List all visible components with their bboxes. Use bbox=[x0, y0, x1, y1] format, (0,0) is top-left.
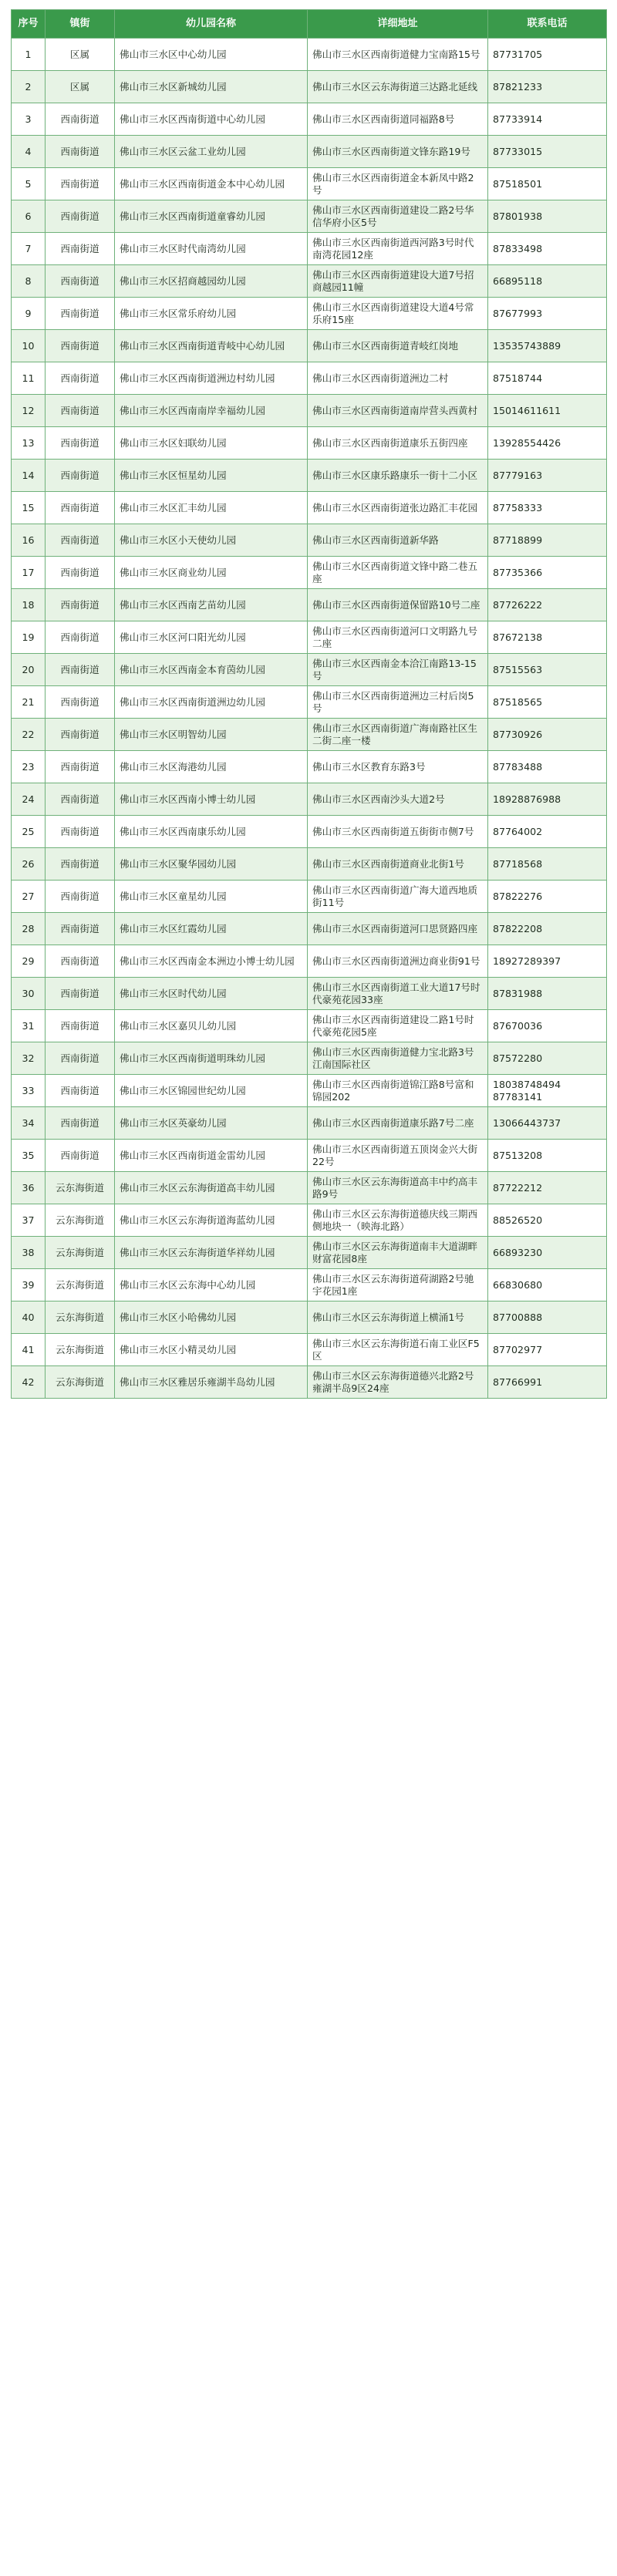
row-town: 西南街道 bbox=[46, 719, 115, 751]
row-address: 佛山市三水区西南街道广海南路社区生二街二座一楼 bbox=[308, 719, 488, 751]
row-town: 云东海街道 bbox=[46, 1204, 115, 1237]
table-row bbox=[12, 1140, 607, 1172]
row-phone: 13066443737 bbox=[488, 1107, 607, 1140]
row-kindergarten-name: 佛山市三水区汇丰幼儿园 bbox=[115, 492, 308, 524]
row-index: 19 bbox=[12, 621, 46, 654]
row-town: 西南街道 bbox=[46, 621, 115, 654]
row-town: 西南街道 bbox=[46, 330, 115, 362]
table-row bbox=[12, 816, 607, 848]
row-index: 36 bbox=[12, 1172, 46, 1204]
row-town: 西南街道 bbox=[46, 589, 115, 621]
row-kindergarten-name: 佛山市三水区河口阳光幼儿园 bbox=[115, 621, 308, 654]
row-phone: 87572280 bbox=[488, 1042, 607, 1075]
row-kindergarten-name: 佛山市三水区西南街道金雷幼儿园 bbox=[115, 1140, 308, 1172]
row-address: 佛山市三水区西南街道五顶岗金兴大街22号 bbox=[308, 1140, 488, 1172]
row-phone: 87718568 bbox=[488, 848, 607, 881]
row-index: 9 bbox=[12, 298, 46, 330]
table-row bbox=[12, 265, 607, 298]
row-index: 34 bbox=[12, 1107, 46, 1140]
table-row bbox=[12, 1107, 607, 1140]
row-town: 西南街道 bbox=[46, 783, 115, 816]
row-kindergarten-name: 佛山市三水区妇联幼儿园 bbox=[115, 427, 308, 460]
row-kindergarten-name: 佛山市三水区聚华园幼儿园 bbox=[115, 848, 308, 881]
row-phone: 87801938 bbox=[488, 200, 607, 233]
row-phone: 87822276 bbox=[488, 881, 607, 913]
row-index: 40 bbox=[12, 1301, 46, 1334]
row-index: 6 bbox=[12, 200, 46, 233]
table-row bbox=[12, 460, 607, 492]
row-address: 佛山市三水区西南街道西河路3号时代南湾花园12座 bbox=[308, 233, 488, 265]
row-index: 18 bbox=[12, 589, 46, 621]
row-index: 5 bbox=[12, 168, 46, 200]
row-address: 佛山市三水区西南街道河口思贤路四座 bbox=[308, 913, 488, 945]
row-address: 佛山市三水区教育东路3号 bbox=[308, 751, 488, 783]
table-row bbox=[12, 103, 607, 136]
row-kindergarten-name: 佛山市三水区西南街道洲边幼儿园 bbox=[115, 686, 308, 719]
row-index: 28 bbox=[12, 913, 46, 945]
row-kindergarten-name: 佛山市三水区明智幼儿园 bbox=[115, 719, 308, 751]
row-town: 云东海街道 bbox=[46, 1334, 115, 1366]
row-town: 西南街道 bbox=[46, 200, 115, 233]
row-address: 佛山市三水区西南街道工业大道17号时代豪苑花园33座 bbox=[308, 978, 488, 1010]
table-body bbox=[12, 39, 607, 1399]
header-phone: 联系电话 bbox=[488, 10, 607, 39]
row-address: 佛山市三水区西南街道建设二路1号时代豪苑花园5座 bbox=[308, 1010, 488, 1042]
row-kindergarten-name: 佛山市三水区童星幼儿园 bbox=[115, 881, 308, 913]
row-town: 西南街道 bbox=[46, 881, 115, 913]
row-town: 云东海街道 bbox=[46, 1301, 115, 1334]
row-index: 26 bbox=[12, 848, 46, 881]
row-address: 佛山市三水区西南街道广海大道西地质街11号 bbox=[308, 881, 488, 913]
row-index: 16 bbox=[12, 524, 46, 557]
table-row bbox=[12, 848, 607, 881]
row-address: 佛山市三水区云东海街道德兴北路2号雍湖半岛9区24座 bbox=[308, 1366, 488, 1399]
row-phone: 66895118 bbox=[488, 265, 607, 298]
row-phone: 66893230 bbox=[488, 1237, 607, 1269]
row-town: 西南街道 bbox=[46, 1010, 115, 1042]
row-kindergarten-name: 佛山市三水区西南街道青岐中心幼儿园 bbox=[115, 330, 308, 362]
row-address: 佛山市三水区西南街道康乐路7号二座 bbox=[308, 1107, 488, 1140]
row-index: 2 bbox=[12, 71, 46, 103]
table-row bbox=[12, 1366, 607, 1399]
row-town: 西南街道 bbox=[46, 978, 115, 1010]
row-town: 区属 bbox=[46, 71, 115, 103]
table-row bbox=[12, 330, 607, 362]
row-town: 西南街道 bbox=[46, 265, 115, 298]
row-kindergarten-name: 佛山市三水区云东海中心幼儿园 bbox=[115, 1269, 308, 1301]
row-index: 11 bbox=[12, 362, 46, 395]
row-phone: 87833498 bbox=[488, 233, 607, 265]
row-town: 西南街道 bbox=[46, 362, 115, 395]
row-kindergarten-name: 佛山市三水区恒星幼儿园 bbox=[115, 460, 308, 492]
row-kindergarten-name: 佛山市三水区时代南湾幼儿园 bbox=[115, 233, 308, 265]
row-index: 25 bbox=[12, 816, 46, 848]
row-phone: 87779163 bbox=[488, 460, 607, 492]
row-phone: 87672138 bbox=[488, 621, 607, 654]
table-row bbox=[12, 492, 607, 524]
row-town: 西南街道 bbox=[46, 1140, 115, 1172]
row-index: 13 bbox=[12, 427, 46, 460]
table-row bbox=[12, 39, 607, 71]
row-town: 西南街道 bbox=[46, 298, 115, 330]
row-address: 佛山市三水区西南街道同福路8号 bbox=[308, 103, 488, 136]
row-index: 15 bbox=[12, 492, 46, 524]
row-town: 西南街道 bbox=[46, 1042, 115, 1075]
row-address: 佛山市三水区西南街道青岐红岗地 bbox=[308, 330, 488, 362]
table-row bbox=[12, 621, 607, 654]
row-phone: 87726222 bbox=[488, 589, 607, 621]
row-phone: 87758333 bbox=[488, 492, 607, 524]
row-phone: 87518501 bbox=[488, 168, 607, 200]
row-index: 17 bbox=[12, 557, 46, 589]
row-phone: 87731705 bbox=[488, 39, 607, 71]
row-address: 佛山市三水区西南街道建设二路2号华信华府小区5号 bbox=[308, 200, 488, 233]
row-address: 佛山市三水区云东海街道高丰中约高丰路9号 bbox=[308, 1172, 488, 1204]
row-kindergarten-name: 佛山市三水区西南南岸幸福幼儿园 bbox=[115, 395, 308, 427]
row-town: 云东海街道 bbox=[46, 1237, 115, 1269]
table-row bbox=[12, 557, 607, 589]
row-phone: 87513208 bbox=[488, 1140, 607, 1172]
row-town: 云东海街道 bbox=[46, 1269, 115, 1301]
row-town: 西南街道 bbox=[46, 395, 115, 427]
row-phone: 87722212 bbox=[488, 1172, 607, 1204]
row-town: 西南街道 bbox=[46, 686, 115, 719]
row-phone: 87733015 bbox=[488, 136, 607, 168]
row-phone: 18928876988 bbox=[488, 783, 607, 816]
table-row bbox=[12, 136, 607, 168]
row-index: 32 bbox=[12, 1042, 46, 1075]
row-phone: 87718899 bbox=[488, 524, 607, 557]
header-kindergarten-name: 幼儿园名称 bbox=[115, 10, 308, 39]
row-kindergarten-name: 佛山市三水区西南街道童睿幼儿园 bbox=[115, 200, 308, 233]
table-row bbox=[12, 1301, 607, 1334]
row-address: 佛山市三水区云东海街道南丰大道湖畔财富花园8座 bbox=[308, 1237, 488, 1269]
row-kindergarten-name: 佛山市三水区西南康乐幼儿园 bbox=[115, 816, 308, 848]
row-phone: 87518744 bbox=[488, 362, 607, 395]
row-address: 佛山市三水区西南街道建设大道7号招商越园11幢 bbox=[308, 265, 488, 298]
row-address: 佛山市三水区西南街道洲边三村后岗5号 bbox=[308, 686, 488, 719]
row-town: 西南街道 bbox=[46, 751, 115, 783]
row-phone: 88526520 bbox=[488, 1204, 607, 1237]
row-index: 31 bbox=[12, 1010, 46, 1042]
row-town: 西南街道 bbox=[46, 233, 115, 265]
row-index: 10 bbox=[12, 330, 46, 362]
row-kindergarten-name: 佛山市三水区西南街道中心幼儿园 bbox=[115, 103, 308, 136]
row-index: 22 bbox=[12, 719, 46, 751]
header-row bbox=[12, 10, 607, 39]
row-index: 35 bbox=[12, 1140, 46, 1172]
row-index: 14 bbox=[12, 460, 46, 492]
row-index: 37 bbox=[12, 1204, 46, 1237]
table-row bbox=[12, 395, 607, 427]
row-index: 24 bbox=[12, 783, 46, 816]
row-address: 佛山市三水区西南街道文锋中路二巷五座 bbox=[308, 557, 488, 589]
row-address: 佛山市三水区西南街道南岸营头西黄村 bbox=[308, 395, 488, 427]
row-kindergarten-name: 佛山市三水区红霞幼儿园 bbox=[115, 913, 308, 945]
row-town: 西南街道 bbox=[46, 816, 115, 848]
row-address: 佛山市三水区西南街道洲边二村 bbox=[308, 362, 488, 395]
table-row bbox=[12, 1172, 607, 1204]
header-town: 镇街 bbox=[46, 10, 115, 39]
row-town: 西南街道 bbox=[46, 524, 115, 557]
header-index: 序号 bbox=[12, 10, 46, 39]
table-header bbox=[12, 10, 607, 39]
row-kindergarten-name: 佛山市三水区西南金本育茵幼儿园 bbox=[115, 654, 308, 686]
row-town: 西南街道 bbox=[46, 654, 115, 686]
row-address: 佛山市三水区西南街道文锋东路19号 bbox=[308, 136, 488, 168]
row-town: 西南街道 bbox=[46, 913, 115, 945]
row-kindergarten-name: 佛山市三水区西南小博士幼儿园 bbox=[115, 783, 308, 816]
table-row bbox=[12, 362, 607, 395]
row-address: 佛山市三水区云东海街道德庆线三期西侧地块一（映海北路） bbox=[308, 1204, 488, 1237]
row-phone: 87702977 bbox=[488, 1334, 607, 1366]
row-kindergarten-name: 佛山市三水区小天使幼儿园 bbox=[115, 524, 308, 557]
table-row bbox=[12, 719, 607, 751]
row-index: 39 bbox=[12, 1269, 46, 1301]
table-row bbox=[12, 1269, 607, 1301]
row-phone: 87783488 bbox=[488, 751, 607, 783]
table-row bbox=[12, 751, 607, 783]
kindergarten-table bbox=[11, 9, 607, 1399]
table-row bbox=[12, 1237, 607, 1269]
row-address: 佛山市三水区云东海街道石南工业区F5区 bbox=[308, 1334, 488, 1366]
table-row bbox=[12, 71, 607, 103]
table-row bbox=[12, 589, 607, 621]
row-address: 佛山市三水区康乐路康乐一街十二小区 bbox=[308, 460, 488, 492]
row-index: 3 bbox=[12, 103, 46, 136]
row-town: 云东海街道 bbox=[46, 1172, 115, 1204]
row-kindergarten-name: 佛山市三水区商业幼儿园 bbox=[115, 557, 308, 589]
row-kindergarten-name: 佛山市三水区嘉贝儿幼儿园 bbox=[115, 1010, 308, 1042]
row-index: 42 bbox=[12, 1366, 46, 1399]
row-kindergarten-name: 佛山市三水区西南金本洲边小博士幼儿园 bbox=[115, 945, 308, 978]
row-kindergarten-name: 佛山市三水区海港幼儿园 bbox=[115, 751, 308, 783]
row-kindergarten-name: 佛山市三水区英豪幼儿园 bbox=[115, 1107, 308, 1140]
row-address: 佛山市三水区西南街道河口文明路九号二座 bbox=[308, 621, 488, 654]
row-town: 西南街道 bbox=[46, 848, 115, 881]
row-town: 西南街道 bbox=[46, 136, 115, 168]
row-index: 38 bbox=[12, 1237, 46, 1269]
row-address: 佛山市三水区西南街道健力宝南路15号 bbox=[308, 39, 488, 71]
row-phone: 87700888 bbox=[488, 1301, 607, 1334]
row-index: 29 bbox=[12, 945, 46, 978]
row-index: 30 bbox=[12, 978, 46, 1010]
row-phone: 87822208 bbox=[488, 913, 607, 945]
row-address: 佛山市三水区西南街道建设大道4号常乐府15座 bbox=[308, 298, 488, 330]
row-phone: 87735366 bbox=[488, 557, 607, 589]
row-index: 1 bbox=[12, 39, 46, 71]
row-index: 23 bbox=[12, 751, 46, 783]
row-kindergarten-name: 佛山市三水区西南街道洲边村幼儿园 bbox=[115, 362, 308, 395]
table-row bbox=[12, 427, 607, 460]
row-phone: 13535743889 bbox=[488, 330, 607, 362]
table-row bbox=[12, 298, 607, 330]
table-row bbox=[12, 233, 607, 265]
table-row bbox=[12, 1204, 607, 1237]
row-kindergarten-name: 佛山市三水区招商越园幼儿园 bbox=[115, 265, 308, 298]
row-index: 33 bbox=[12, 1075, 46, 1107]
row-address: 佛山市三水区西南街道健力宝北路3号江南国际社区 bbox=[308, 1042, 488, 1075]
row-address: 佛山市三水区西南街道保留路10号二座 bbox=[308, 589, 488, 621]
row-phone: 87831988 bbox=[488, 978, 607, 1010]
row-phone: 15014611611 bbox=[488, 395, 607, 427]
row-kindergarten-name: 佛山市三水区云东海街道海蓝幼儿园 bbox=[115, 1204, 308, 1237]
table-row bbox=[12, 654, 607, 686]
row-index: 4 bbox=[12, 136, 46, 168]
row-address: 佛山市三水区西南街道锦江路8号富和锦园202 bbox=[308, 1075, 488, 1107]
row-address: 佛山市三水区云东海街道荷湖路2号驰宇花园1座 bbox=[308, 1269, 488, 1301]
table-row bbox=[12, 978, 607, 1010]
row-kindergarten-name: 佛山市三水区小精灵幼儿园 bbox=[115, 1334, 308, 1366]
row-town: 西南街道 bbox=[46, 557, 115, 589]
row-town: 西南街道 bbox=[46, 460, 115, 492]
row-kindergarten-name: 佛山市三水区云东海街道华祥幼儿园 bbox=[115, 1237, 308, 1269]
row-town: 西南街道 bbox=[46, 945, 115, 978]
row-address: 佛山市三水区西南街道新华路 bbox=[308, 524, 488, 557]
row-index: 41 bbox=[12, 1334, 46, 1366]
row-address: 佛山市三水区西南沙头大道2号 bbox=[308, 783, 488, 816]
row-phone: 87518565 bbox=[488, 686, 607, 719]
row-phone: 18038748494 87783141 bbox=[488, 1075, 607, 1107]
table-row bbox=[12, 881, 607, 913]
row-address: 佛山市三水区云东海街道三达路北延线 bbox=[308, 71, 488, 103]
table-row bbox=[12, 945, 607, 978]
row-kindergarten-name: 佛山市三水区中心幼儿园 bbox=[115, 39, 308, 71]
row-kindergarten-name: 佛山市三水区锦园世纪幼儿园 bbox=[115, 1075, 308, 1107]
row-index: 21 bbox=[12, 686, 46, 719]
row-phone: 87733914 bbox=[488, 103, 607, 136]
row-address: 佛山市三水区西南街道商业北街1号 bbox=[308, 848, 488, 881]
row-town: 西南街道 bbox=[46, 103, 115, 136]
header-address: 详细地址 bbox=[308, 10, 488, 39]
row-address: 佛山市三水区西南街道五街街市侧7号 bbox=[308, 816, 488, 848]
table-row bbox=[12, 1075, 607, 1107]
row-phone: 87764002 bbox=[488, 816, 607, 848]
table-row bbox=[12, 686, 607, 719]
row-kindergarten-name: 佛山市三水区时代幼儿园 bbox=[115, 978, 308, 1010]
row-phone: 13928554426 bbox=[488, 427, 607, 460]
row-phone: 18927289397 bbox=[488, 945, 607, 978]
row-address: 佛山市三水区西南街道洲边商业街91号 bbox=[308, 945, 488, 978]
table-row bbox=[12, 1334, 607, 1366]
row-town: 西南街道 bbox=[46, 492, 115, 524]
table-row bbox=[12, 1042, 607, 1075]
table-row bbox=[12, 913, 607, 945]
row-address: 佛山市三水区西南街道金本新凤中路2号 bbox=[308, 168, 488, 200]
row-kindergarten-name: 佛山市三水区云盆工业幼儿园 bbox=[115, 136, 308, 168]
row-index: 7 bbox=[12, 233, 46, 265]
row-phone: 87821233 bbox=[488, 71, 607, 103]
row-phone: 87730926 bbox=[488, 719, 607, 751]
row-address: 佛山市三水区西南金本洽江南路13-15号 bbox=[308, 654, 488, 686]
row-phone: 87766991 bbox=[488, 1366, 607, 1399]
row-kindergarten-name: 佛山市三水区西南街道金本中心幼儿园 bbox=[115, 168, 308, 200]
row-kindergarten-name: 佛山市三水区西南艺苗幼儿园 bbox=[115, 589, 308, 621]
row-kindergarten-name: 佛山市三水区小哈佛幼儿园 bbox=[115, 1301, 308, 1334]
row-index: 27 bbox=[12, 881, 46, 913]
row-phone: 87670036 bbox=[488, 1010, 607, 1042]
row-index: 20 bbox=[12, 654, 46, 686]
row-town: 西南街道 bbox=[46, 168, 115, 200]
row-address: 佛山市三水区云东海街道上横涌1号 bbox=[308, 1301, 488, 1334]
row-kindergarten-name: 佛山市三水区新城幼儿园 bbox=[115, 71, 308, 103]
table-row bbox=[12, 524, 607, 557]
row-phone: 87677993 bbox=[488, 298, 607, 330]
row-index: 8 bbox=[12, 265, 46, 298]
row-kindergarten-name: 佛山市三水区常乐府幼儿园 bbox=[115, 298, 308, 330]
row-town: 西南街道 bbox=[46, 1075, 115, 1107]
row-phone: 66830680 bbox=[488, 1269, 607, 1301]
row-address: 佛山市三水区西南街道康乐五街四座 bbox=[308, 427, 488, 460]
row-kindergarten-name: 佛山市三水区云东海街道高丰幼儿园 bbox=[115, 1172, 308, 1204]
row-kindergarten-name: 佛山市三水区雅居乐雍湖半岛幼儿园 bbox=[115, 1366, 308, 1399]
row-town: 区属 bbox=[46, 39, 115, 71]
row-town: 西南街道 bbox=[46, 1107, 115, 1140]
row-town: 云东海街道 bbox=[46, 1366, 115, 1399]
table-row bbox=[12, 168, 607, 200]
row-address: 佛山市三水区西南街道张边路汇丰花园 bbox=[308, 492, 488, 524]
table-row bbox=[12, 1010, 607, 1042]
row-town: 西南街道 bbox=[46, 427, 115, 460]
table-row bbox=[12, 783, 607, 816]
row-phone: 87515563 bbox=[488, 654, 607, 686]
row-kindergarten-name: 佛山市三水区西南街道明珠幼儿园 bbox=[115, 1042, 308, 1075]
row-index: 12 bbox=[12, 395, 46, 427]
table-row bbox=[12, 200, 607, 233]
